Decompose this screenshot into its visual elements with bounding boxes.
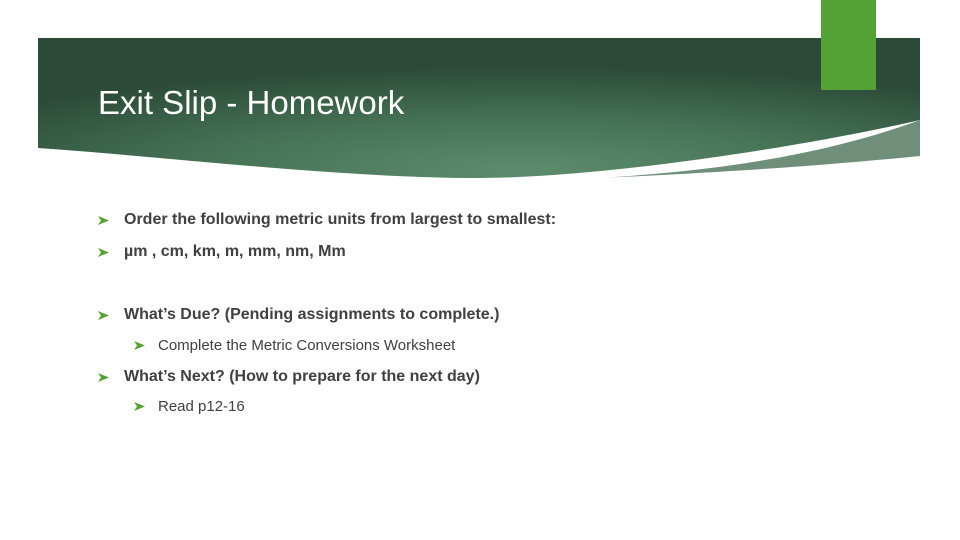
bullet-text: Complete the Metric Conversions Worksheet [158, 337, 456, 354]
bullet-item-instruction [124, 211, 556, 229]
diamond-bullet-icon [98, 247, 109, 258]
bullet-item-units [124, 243, 346, 261]
bullet-item-whats-due [124, 306, 499, 324]
bullet-text: What’s Next? (How to prepare for the next day) [124, 368, 480, 385]
diamond-bullet-icon [98, 310, 109, 321]
sub-bullet-worksheet [158, 337, 455, 354]
bullet-text: Read p12-16 [158, 398, 245, 415]
diamond-bullet-icon [98, 372, 109, 383]
bullet-text: µm , cm, km, m, mm, nm, Mm [124, 243, 346, 260]
bullet-text: Order the following metric units from largest to smallest: [124, 211, 557, 228]
accent-tab [821, 0, 876, 90]
sub-bullet-reading [158, 398, 245, 415]
bullet-item-whats-next [124, 368, 480, 386]
slide-title: Exit Slip - Homework [98, 84, 405, 121]
diamond-bullet-icon [134, 401, 145, 412]
bullet-text: What’s Due? (Pending assignments to complete.) [124, 306, 500, 323]
diamond-bullet-icon [134, 340, 145, 351]
diamond-bullet-icon [98, 215, 109, 226]
